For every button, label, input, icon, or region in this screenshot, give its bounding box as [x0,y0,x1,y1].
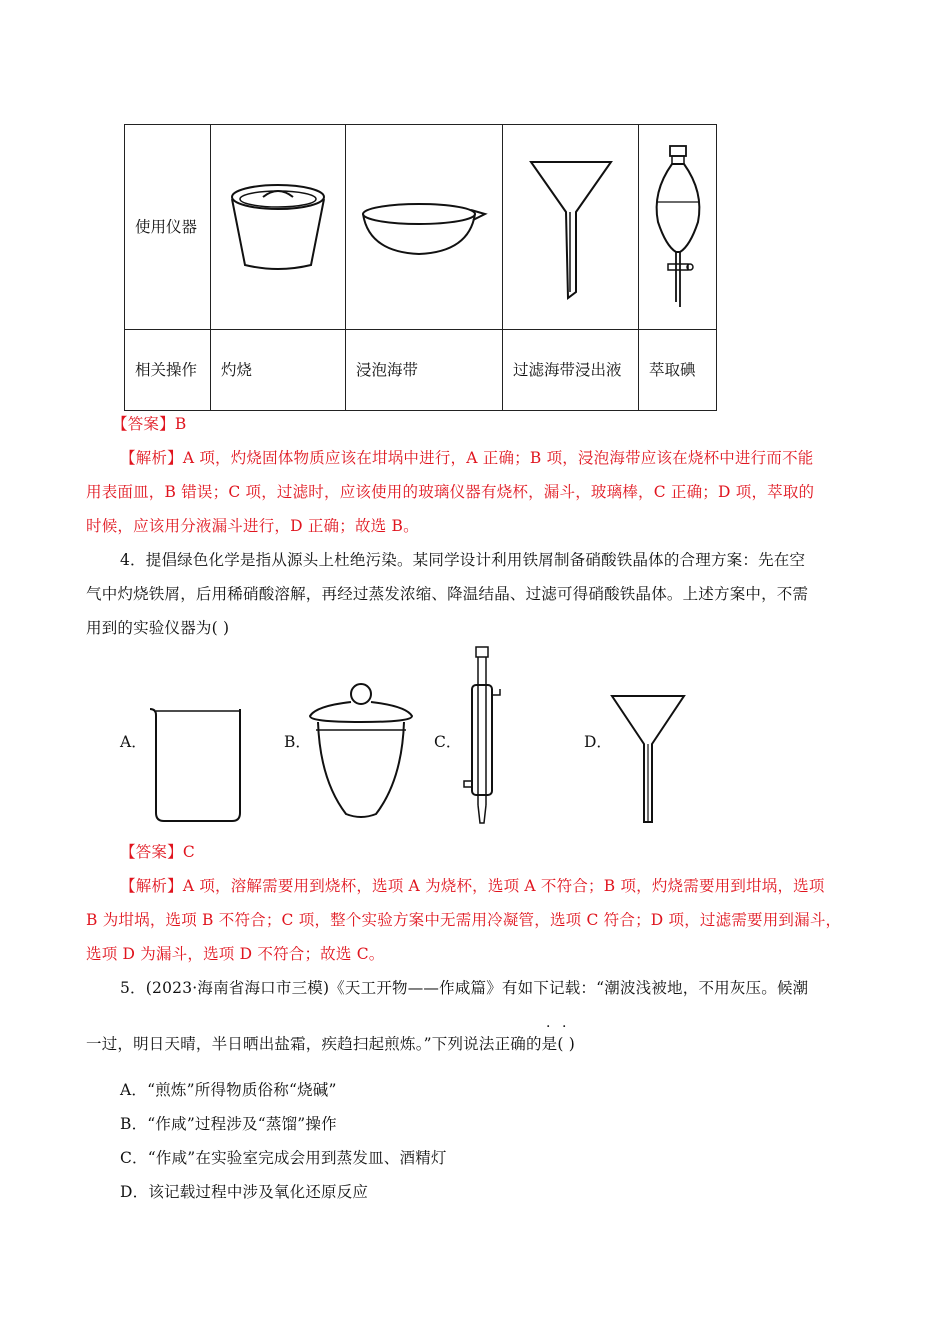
q4-analysis-line-2: B 为坩埚，选项 B 不符合；C 项，整个实验方案中无需用冷凝管，选项 C 符合；D 项，过滤需要用到漏斗， [86,911,842,929]
q4-stem-line-3: 用到的实验仪器为( ) [86,619,230,637]
funnel-icon [608,692,688,831]
answer-tag: 【答案】 [112,415,175,433]
crucible-with-lid-icon [211,125,346,330]
q3-analysis-line-3: 时候，应该用分液漏斗进行，D 正确；故选 B。 [86,517,419,535]
funnel-icon [503,125,639,330]
operation-cell: 过滤海带浸出液 [503,330,639,411]
evaporating-dish-icon [346,125,503,330]
analysis-text: A 项，溶解需要用到烧杯，选项 A 为烧杯，选项 A 不符合；B 项，灼烧需要用到坩埚，选项 [182,877,825,895]
q4-option-a-label[interactable]: A． [120,733,147,751]
answer-value: C [182,843,195,861]
row-label-instruments: 使用仪器 [125,125,211,330]
operation-cell: 灼烧 [211,330,346,411]
emphasis-dot: · [562,1019,567,1035]
q4-stem-line-2: 气中灼烧铁屑，后用稀硝酸溶解，再经过蒸发浓缩、降温结晶、过滤可得硝酸铁晶体。上述方案中，不需 [86,585,809,603]
q5-stem-line-2: 一过，明日天晴，半日晒出盐霜，疾趋扫起煎炼。”下列说法正确的是( ) [86,1035,575,1053]
answer-value: B [174,415,187,433]
q4-analysis-line-1 [120,874,825,896]
separatory-funnel-icon [639,125,717,330]
condenser-icon [458,645,508,829]
beaker-icon [146,705,250,829]
table-row-operations [125,330,717,411]
row-label-operations: 相关操作 [125,330,211,411]
q4-option-b-label[interactable]: B． [284,733,311,751]
q5-option-a[interactable]: A．“煎炼”所得物质俗称“烧碱” [120,1081,337,1099]
answer-tag: 【答案】 [120,843,183,861]
analysis-text: A 项，灼烧固体物质应该在坩埚中进行，A 正确；B 项，浸泡海带应该在烧杯中进行而不能 [182,449,814,467]
instrument-table [124,124,717,411]
q4-option-d-label[interactable]: D． [584,733,612,751]
emphasis-dot: · [546,1019,551,1035]
q5-stem-line-1: 5．(2023·海南省海口市三模)《天工开物——作咸篇》有如下记载：“潮波浅被地，不用灰压。候潮 [120,979,809,997]
q3-answer [112,412,186,434]
q4-analysis-line-3: 选项 D 为漏斗，选项 D 不符合；故选 C。 [86,945,385,963]
operation-cell: 萃取碘 [639,330,717,411]
q5-option-c[interactable]: C．“作咸”在实验室完成会用到蒸发皿、酒精灯 [120,1149,447,1167]
q3-analysis-line-2: 用表面皿，B 错误；C 项，过滤时，应该使用的玻璃仪器有烧杯，漏斗，玻璃棒，C 正确；D 项，萃取的 [86,483,815,501]
table-row-instruments [125,125,717,330]
q5-option-b[interactable]: B．“作咸”过程涉及“蒸馏”操作 [120,1115,337,1133]
q5-option-d[interactable]: D．该记载过程中涉及氧化还原反应 [120,1183,369,1201]
q4-stem-line-1: 4．提倡绿色化学是指从源头上杜绝污染。某同学设计利用铁屑制备硝酸铁晶体的合理方案：先在空 [120,551,806,569]
crucible-icon [306,680,416,829]
q4-answer [120,840,195,862]
analysis-tag: 【解析】 [120,877,183,895]
operation-cell: 浸泡海带 [346,330,503,411]
q3-analysis-line-1 [120,446,813,468]
q4-option-c-label[interactable]: C． [434,733,462,751]
analysis-tag: 【解析】 [120,449,183,467]
